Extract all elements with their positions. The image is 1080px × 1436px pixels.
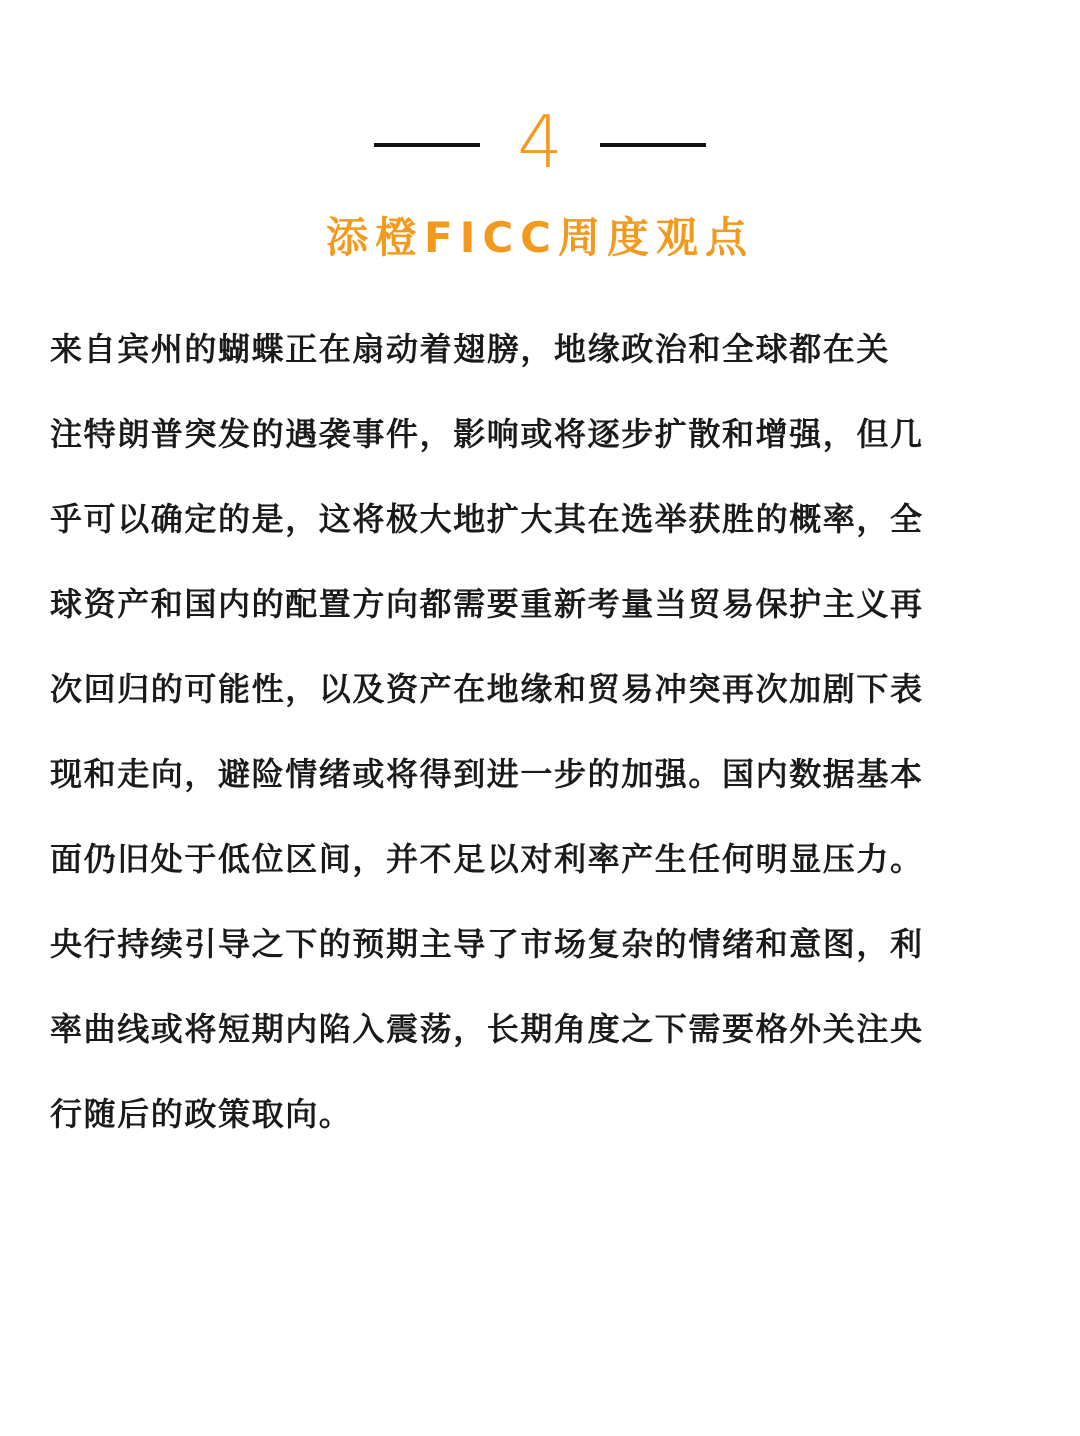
paragraph-line-9: 率曲线或将短期内陷入震荡，长期角度之下需要格外关注央 — [50, 1010, 924, 1048]
section-header — [0, 100, 1080, 188]
paragraph-line-7: 面仍旧处于低位区间，并不足以对利率产生任何明显压力。 — [50, 840, 924, 878]
paragraph-line-5: 次回归的可能性，以及资产在地缘和贸易冲突再次加剧下表 — [50, 670, 924, 708]
section-title: 添橙FICC周度观点 — [326, 213, 754, 262]
paragraph-line-3: 乎可以确定的是，这将极大地扩大其在选举获胜的概率，全 — [50, 500, 924, 538]
paragraph-line-6: 现和走向，避险情绪或将得到进一步的加强。国内数据基本 — [50, 755, 924, 793]
body-paragraph — [50, 321, 1030, 1171]
paragraph-line-10: 行随后的政策取向。 — [50, 1095, 353, 1133]
paragraph-line-2: 注特朗普突发的遇袭事件，影响或将逐步扩散和增强，但几 — [50, 415, 924, 453]
section-number: 4 — [517, 100, 563, 184]
paragraph-line-1: 来自宾州的蝴蝶正在扇动着翅膀，地缘政治和全球都在关 — [50, 330, 891, 368]
paragraph-line-8: 央行持续引导之下的预期主导了市场复杂的情绪和意图，利 — [50, 925, 924, 963]
paragraph-line-4: 球资产和国内的配置方向都需要重新考量当贸易保护主义再 — [50, 585, 924, 623]
right-divider-line — [600, 143, 706, 147]
